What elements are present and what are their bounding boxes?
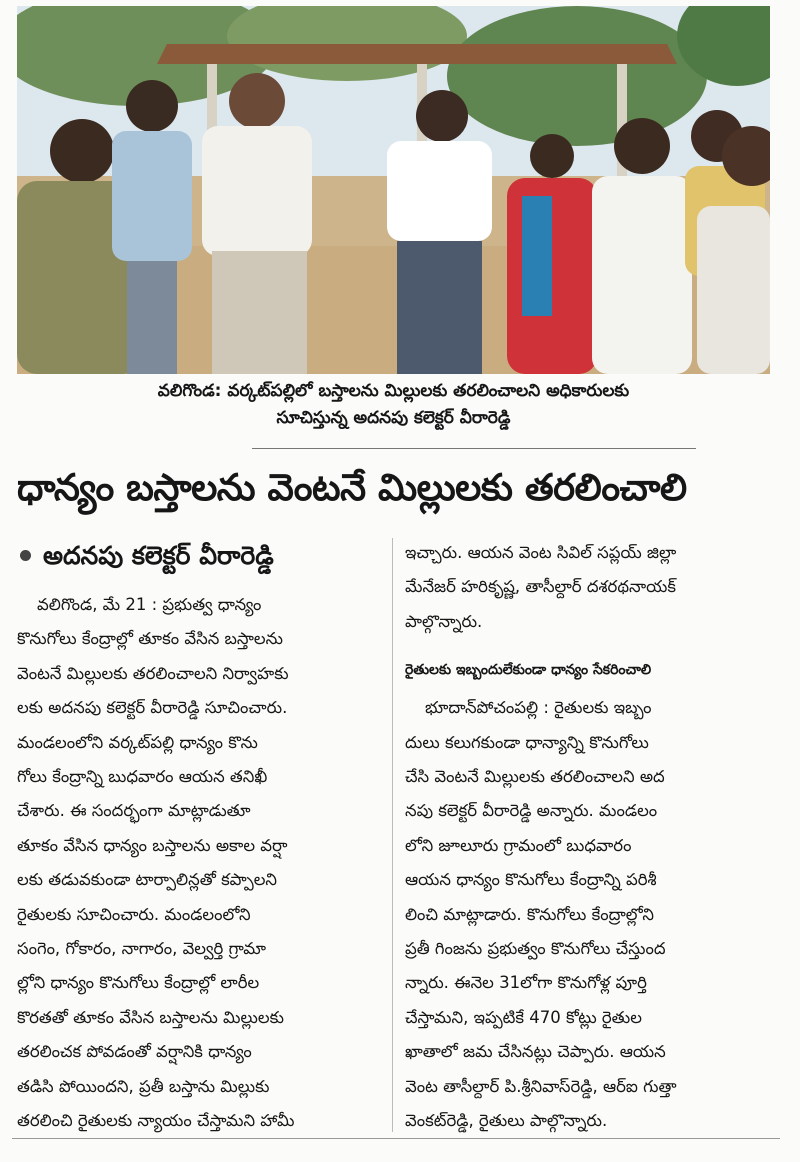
body-line: ఖాతాలో జమ చేసినట్లు చెప్పారు. ఆయన [405, 1042, 666, 1062]
body-line: ల్లోని ధాన్యం కొనుగోలు కేంద్రాల్లో లారీల [17, 973, 260, 993]
body-line: తరలించక పోవడంతో వర్షానికి ధాన్యం [17, 1042, 252, 1062]
article-body-right-top [405, 536, 773, 639]
article-column-right [405, 536, 773, 1139]
body-line: గోలు కేంద్రాన్ని బుధవారం ఆయన తనిఖీ [17, 767, 268, 787]
news-photo [17, 6, 770, 374]
article-subhead [17, 536, 379, 576]
bullet-icon [20, 550, 31, 561]
body-line: పాల్గొన్నారు. [405, 611, 483, 631]
caption-line-2: సూచిస్తున్న అదనపు కలెక్టర్ వీరారెడ్డి [276, 408, 511, 428]
body-line: మేనేజర్ హరికృష్ణ, తాసీల్దార్ దశరథనాయక్ [405, 577, 676, 597]
column-divider [392, 538, 393, 1132]
body-line: ఆయన ధాన్యం కొనుగోలు కేంద్రాన్ని పరిశీ [405, 870, 657, 890]
body-line: లోని జూలూరు గ్రామంలో బుధవారం [405, 835, 632, 855]
body-line: నపు కలెక్టర్ వీరారెడ్డి అన్నారు. మండలం [405, 801, 658, 821]
caption-divider [252, 448, 696, 449]
body-line: రైతులకు సూచించారు. మండలంలోని [17, 904, 251, 924]
article-headline: ధాన్యం బస్తాలను వెంటనే మిల్లులకు తరలించాలి [17, 466, 687, 509]
body-line: వెంకట్‌రెడ్డి, రైతులు పాల్గొన్నారు. [405, 1111, 608, 1131]
body-line: వెంట తాసీల్దార్ పి.శ్రీనివాస్‌రెడ్డి, ఆర్ఐ గుత్తా [405, 1076, 677, 1096]
body-line: మండలంలోని వర్కట్‌పల్లి ధాన్యం కొను [17, 732, 258, 752]
caption-line-1: వలిగొండ: వర్కట్‌పల్లిలో బస్తాలను మిల్లులకు తరలించాలని అధికారులకు [157, 381, 630, 401]
subhead-text: అదనపు కలెక్టర్ వీరారెడ్డి [43, 541, 274, 570]
body-line: తూకం వేసిన ధాన్యం బస్తాలను అకాల వర్షా [17, 835, 288, 855]
body-line: కొరతతో తూకం వేసిన బస్తాలను మిల్లులకు [17, 1007, 284, 1027]
body-line: కొనుగోలు కేంద్రాల్లో తూకం వేసిన బస్తాలను [17, 629, 283, 649]
body-line: లకు అదనపు కలెక్టర్ వీరారెడ్డి సూచించారు. [17, 698, 288, 718]
body-line: లకు తడువకుండా టార్పాలిన్లతో కప్పాలని [17, 870, 278, 890]
body-line: ఇచ్చారు. ఆయన వెంట సివిల్ సప్లయ్ జిల్లా [405, 543, 677, 562]
body-line: తడిసి పోయిందని, ప్రతీ బస్తాను మిల్లుకు [17, 1076, 270, 1096]
body-line: దులు కలుగకుండా ధాన్యాన్ని కొనుగోలు [405, 732, 649, 752]
body-line: చేసి వెంటనే మిల్లులకు తరలించాలని అద [405, 767, 665, 787]
body-line: భూదాన్‌పోచంపల్లి : రైతులకు ఇబ్బం [425, 698, 652, 718]
body-line: వెంటనే మిల్లులకు తరలించాలని నిర్వాహకు [17, 663, 289, 683]
news-photo-illustration [17, 6, 770, 374]
body-line: చేస్తామని, ఇప్పటికే 470 కోట్లు రైతుల [405, 1007, 642, 1027]
page-bottom-rule [12, 1138, 780, 1139]
body-line: లించి మాట్లాడారు. కొనుగోలు కేంద్రాల్లోని [405, 904, 654, 924]
inter-headline: రైతులకు ఇబ్బందులేకుండా ధాన్యం సేకరించాలి [405, 662, 652, 679]
body-line: చేశారు. ఈ సందర్భంగా మాట్లాడుతూ [17, 801, 251, 821]
body-line: వలిగొండ, మే 21 : ప్రభుత్వ ధాన్యం [37, 595, 262, 614]
photo-caption [17, 378, 770, 432]
body-line: సంగెం, గోకారం, నాగారం, వెల్వర్తి గ్రామా [17, 939, 267, 959]
article-column-left [17, 536, 379, 1139]
article-body-left [17, 588, 379, 1139]
body-line: ప్రతీ గింజను ప్రభుత్వం కొనుగోలు చేస్తుంద [405, 939, 666, 959]
body-line: న్నారు. ఈనెల 31లోగా కొనుగోళ్ల పూర్తి [405, 973, 647, 993]
body-line: తరలించి రైతులకు న్యాయం చేస్తామని హామీ [17, 1111, 295, 1131]
article-body-right-bottom [405, 691, 773, 1138]
